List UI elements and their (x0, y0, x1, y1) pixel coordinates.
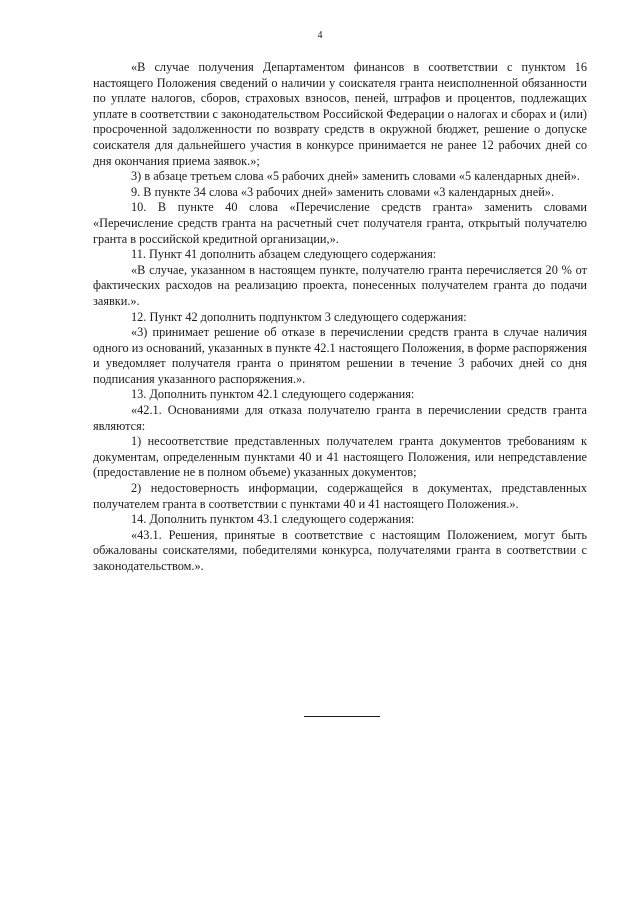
paragraph-1: «В случае получения Департаментом финансов в соответствии с пунктом 16 настоящего Положения сведений о наличии у соискателя гранта неисполненной обязанности по уплате налогов, сборов, страховых взносов, пеней, штрафов и процентов, подлежащих уплате в соответствии с законодательством Российской Федерации о налогах и сборах и (или) просроченной задолженности по возврату средств в окружной бюджет, решение о допуске соискателя для дальнейшего участия в конкурсе принимается не ранее 12 рабочих дней со дня окончания приема заявок.»; (93, 60, 587, 168)
document-body (93, 60, 587, 575)
closing-divider (304, 716, 380, 717)
page-number: 4 (317, 30, 323, 41)
paragraph-10: «42.1. Основаниями для отказа получателю гранта в перечислении средств гранта являются: (93, 403, 587, 433)
paragraph-14: «43.1. Решения, принятые в соответствие с настоящим Положением, могут быть обжалованы соискателями, победителями конкурса, получателями гранта в соответствии с законодательством.». (93, 527, 587, 573)
paragraph-3: 9. В пункте 34 слова «3 рабочих дней» заменить словами «3 календарных дней». (131, 184, 555, 199)
paragraph-7: 12. Пункт 42 дополнить подпунктом 3 следующего содержания: (131, 309, 467, 324)
paragraph-5: 11. Пункт 41 дополнить абзацем следующего содержания: (131, 247, 437, 262)
paragraph-13: 14. Дополнить пунктом 43.1 следующего содержания: (131, 512, 415, 527)
paragraph-6: «В случае, указанном в настоящем пункте, получателю гранта перечисляется 20 % от фактических расходов на реализацию проекта, понесенных получателем гранта до подачи заявки.». (93, 262, 587, 308)
paragraph-11: 1) несоответствие представленных получателем гранта документов требованиям к документам, определенным пунктами 40 и 41 настоящего Положения, или непредставление (предоставление не в полном объеме) указанных документов; (93, 434, 587, 480)
paragraph-4: 10. В пункте 40 слова «Перечисление средств гранта» заменить словами «Перечисление средств гранта на расчетный счет получателя гранта, открытый получателю гранта в российской кредитной организации,». (93, 200, 587, 246)
paragraph-2: 3) в абзаце третьем слова «5 рабочих дней» заменить словами «5 календарных дней». (131, 169, 580, 184)
paragraph-12: 2) недостоверность информации, содержащейся в документах, представленных получателем гранта в соответствии с пунктами 40 и 41 настоящего Положения.». (93, 481, 587, 511)
paragraph-8: «3) принимает решение об отказе в перечислении средств гранта в случае наличия одного из оснований, указанных в пункте 42.1 настоящего Положения, в форме распоряжения и уведомляет получателя гранта о принятом решении в течение 3 рабочих дней со дня подписания указанного распоряжения.». (93, 325, 587, 386)
paragraph-9: 13. Дополнить пунктом 42.1 следующего содержания: (131, 387, 415, 402)
